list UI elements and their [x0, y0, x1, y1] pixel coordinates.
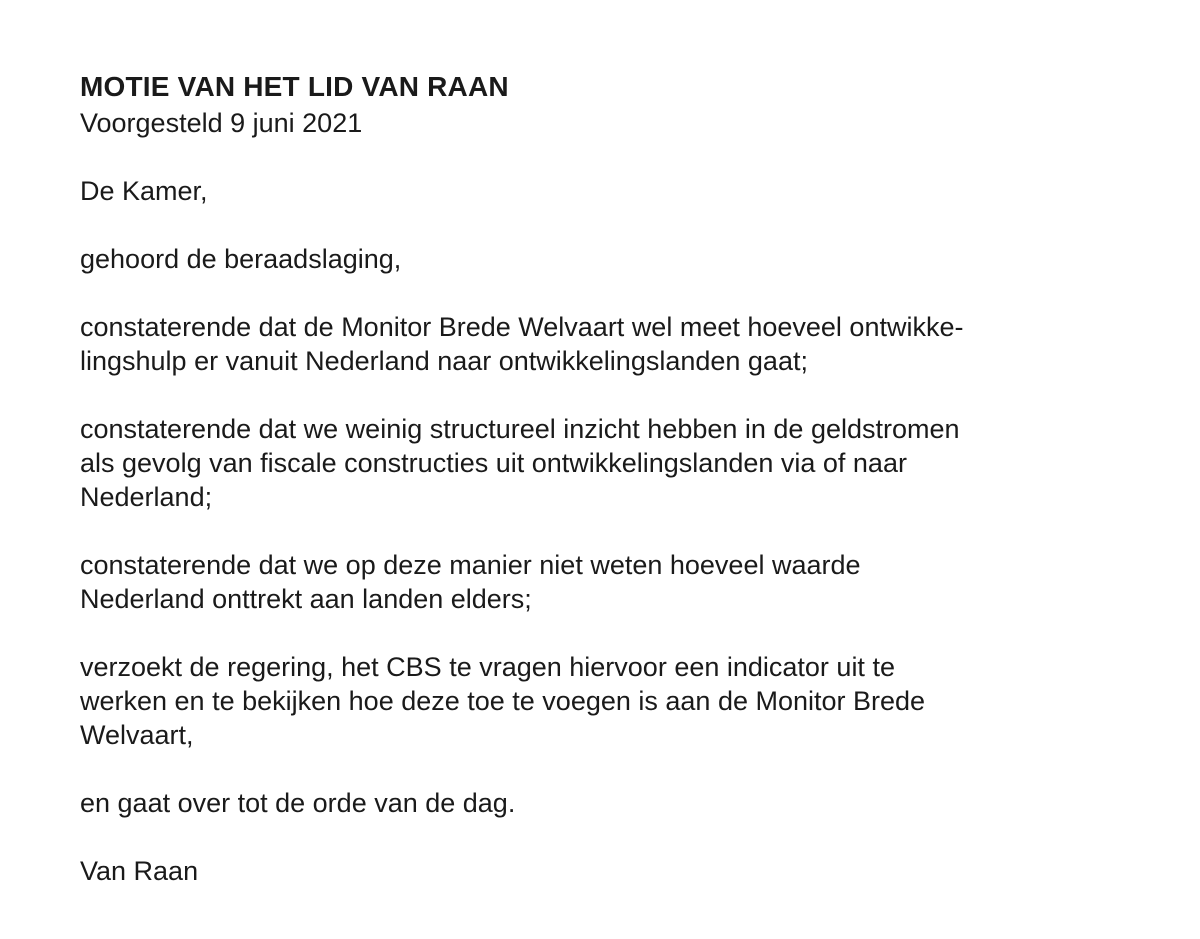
signatory: Van Raan — [80, 856, 199, 886]
finding-clause-3: constaterende dat we op deze manier niet weten hoeveel waarde Nederland onttrekt aan landen elders; — [80, 550, 861, 614]
salutation: De Kamer, — [80, 176, 208, 206]
finding-clause-1: constaterende dat de Monitor Brede Welvaart wel meet hoeveel ontwikke- lingshulp er vanuit Nederland naar ontwikkelingslanden gaat; — [80, 312, 964, 376]
proposed-date: Voorgesteld 9 juni 2021 — [80, 108, 363, 138]
request-clause: verzoekt de regering, het CBS te vragen hiervoor een indicator uit te werken en te bekijken hoe deze toe te voegen is aan de Monitor Brede Welvaart, — [80, 652, 926, 750]
finding-clause-2: constaterende dat we weinig structureel inzicht hebben in de geldstromen als gevolg van fiscale constructies uit ontwikkelingslanden via of naar Nederland; — [80, 414, 960, 512]
closing-clause: en gaat over tot de orde van de dag. — [80, 788, 516, 818]
deliberation-clause: gehoord de beraadslaging, — [80, 244, 402, 274]
motion-title: MOTIE VAN HET LID VAN RAAN — [80, 71, 509, 102]
